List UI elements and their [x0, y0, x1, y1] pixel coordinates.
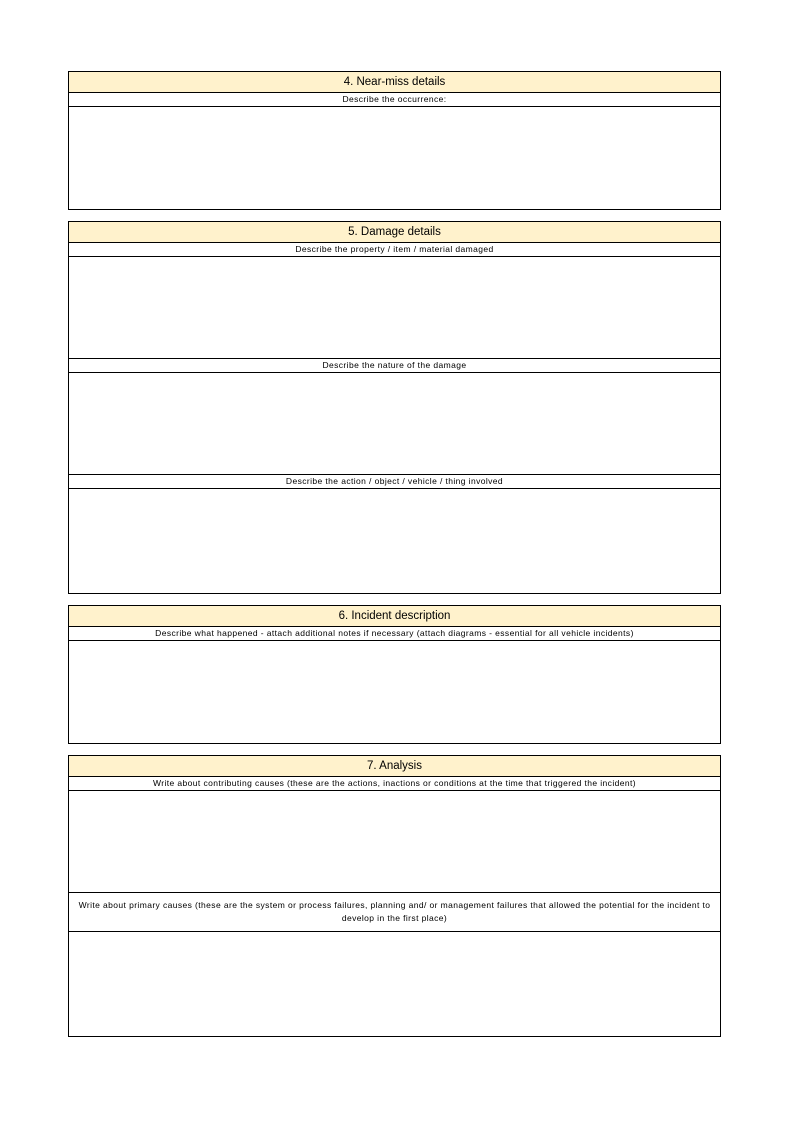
- field-label-property-damaged: Describe the property / item / material damaged: [69, 243, 720, 257]
- section-damage: [68, 221, 721, 594]
- section-title: 4. Near-miss details: [69, 72, 720, 93]
- contributing-causes-input-area[interactable]: [69, 791, 720, 893]
- field-label-what-happened: Describe what happened - attach additional notes if necessary (attach diagrams - essential for all vehicle incidents): [69, 627, 720, 641]
- section-near-miss: [68, 71, 721, 210]
- property-damaged-input-area[interactable]: [69, 257, 720, 359]
- field-label-primary-causes: Write about primary causes (these are the system or process failures, planning and/ or management failures that allowed the potential for the incident to develop in the first place): [69, 893, 720, 932]
- field-label-occurrence: Describe the occurrence:: [69, 93, 720, 107]
- action-involved-input-area[interactable]: [69, 489, 720, 591]
- section-title: 6. Incident description: [69, 606, 720, 627]
- field-label-nature-of-damage: Describe the nature of the damage: [69, 359, 720, 373]
- field-label-contributing-causes: Write about contributing causes (these are the actions, inactions or conditions at the time that triggered the incident): [69, 777, 720, 791]
- section-analysis: [68, 755, 721, 1037]
- nature-of-damage-input-area[interactable]: [69, 373, 720, 475]
- section-incident-description: [68, 605, 721, 744]
- primary-causes-input-area[interactable]: [69, 932, 720, 1033]
- occurrence-input-area[interactable]: [69, 107, 720, 209]
- section-title: 5. Damage details: [69, 222, 720, 243]
- field-label-action-involved: Describe the action / object / vehicle / thing involved: [69, 475, 720, 489]
- what-happened-input-area[interactable]: [69, 641, 720, 743]
- section-title: 7. Analysis: [69, 756, 720, 777]
